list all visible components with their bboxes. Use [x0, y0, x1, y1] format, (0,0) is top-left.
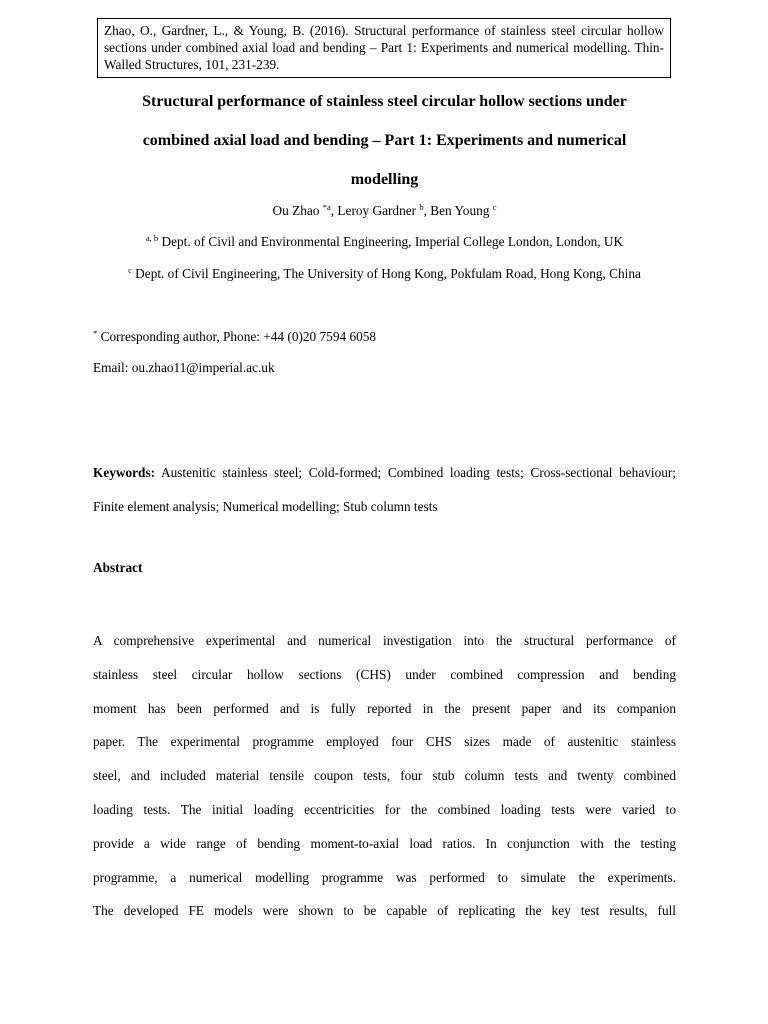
citation-box: [97, 18, 671, 78]
keywords-paragraph: [93, 456, 676, 524]
corresponding-sup: *: [93, 328, 98, 338]
affiliation-2-sup: c: [128, 265, 132, 275]
title-line-1: Structural performance of stainless steel circular hollow sections under: [142, 93, 627, 110]
abstract-line: moment has been performed and is fully reported in the present paper and its companion: [93, 700, 676, 716]
author-name-3: , Ben Young: [423, 203, 493, 218]
paper-title: [93, 82, 676, 199]
title-line-3: modelling: [350, 171, 419, 188]
affiliation-1-sup: a, b: [145, 233, 159, 243]
corresponding-author: [93, 327, 376, 347]
author-sup-3: c: [492, 202, 497, 212]
author-sup-2: b: [419, 202, 424, 212]
abstract-line: provide a wide range of bending moment-to-axial load ratios. In conjunction with the testing: [93, 835, 676, 851]
abstract-line: programme, a numerical modelling programme was performed to simulate the experiments.: [93, 869, 676, 885]
author-sup-1: *a: [322, 202, 331, 212]
keywords-text: Austenitic stainless steel; Cold-formed; Combined loading tests; Cross-sectional behaviour; Finite element analysis; Numerical modelling; Stub column tests: [93, 465, 676, 514]
author-name-1: Ou Zhao: [272, 203, 323, 218]
citation-text: Zhao, O., Gardner, L., & Young, B. (2016). Structural performance of stainless steel circular hollow sections under combined axial load and bending – Part 1: Experiments and numerical modelling. Thin-Walled Structures, 101, 231-239.: [104, 23, 664, 72]
affiliation-1-text: Dept. of Civil and Environmental Engineering, Imperial College London, London, UK: [158, 234, 624, 249]
corresponding-text: Corresponding author, Phone: +44 (0)20 7594 6058: [97, 329, 377, 344]
affiliation-1: [93, 232, 676, 252]
abstract-line: A comprehensive experimental and numerical investigation into the structural performance of: [93, 633, 676, 648]
abstract-line: The developed FE models were shown to be capable of replicating the key test results, full: [93, 903, 676, 919]
abstract-line: stainless steel circular hollow sections (CHS) under combined compression and bending: [93, 666, 676, 682]
affiliation-2: [93, 264, 676, 284]
abstract-line: steel, and included material tensile coupon tests, four stub column tests and twenty combined: [93, 768, 676, 784]
corresponding-email: Email: ou.zhao11@imperial.ac.uk: [93, 360, 275, 375]
author-list: [93, 201, 676, 221]
abstract-line: paper. The experimental programme employed four CHS sizes made of austenitic stainless: [93, 734, 676, 750]
keywords-label: Keywords:: [93, 465, 156, 480]
affiliation-2-text: Dept. of Civil Engineering, The University of Hong Kong, Pokfulam Road, Hong Kong, China: [131, 266, 641, 281]
title-line-2: combined axial load and bending – Part 1: Experiments and numerical: [142, 132, 627, 149]
abstract-heading: Abstract: [93, 560, 143, 575]
abstract-body: [93, 624, 676, 928]
author-name-2: , Leroy Gardner: [330, 203, 420, 218]
abstract-line: loading tests. The initial loading eccentricities for the combined loading tests were varied to: [93, 801, 676, 817]
